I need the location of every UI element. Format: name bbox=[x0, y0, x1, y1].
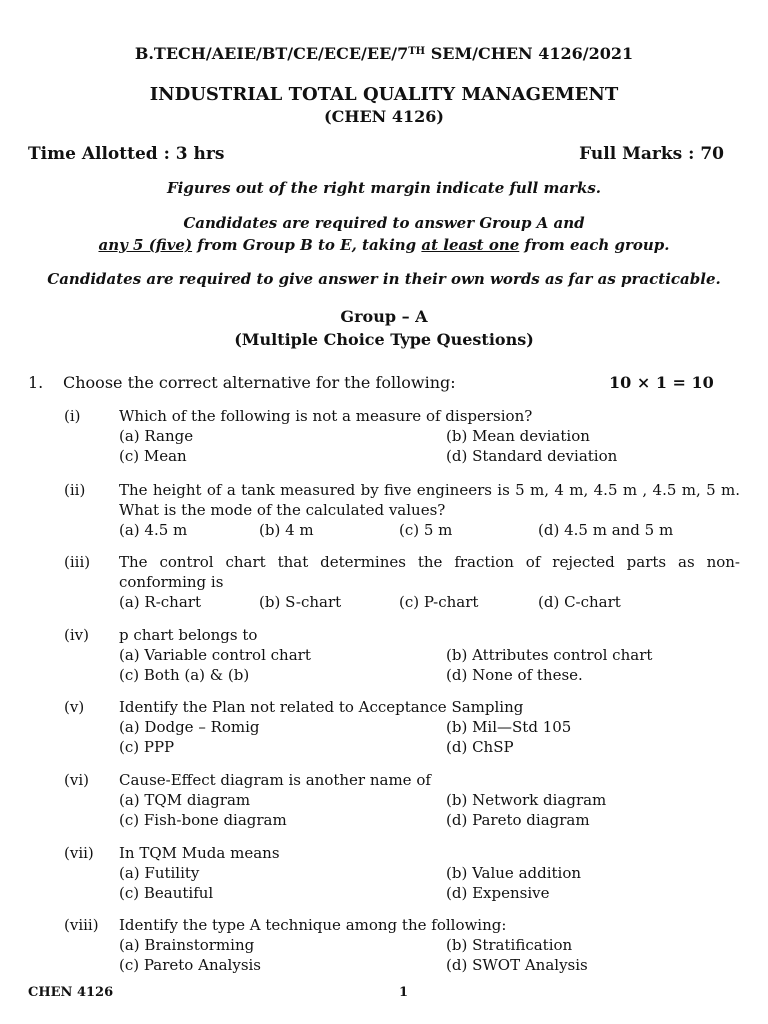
time-allotted: Time Allotted : 3 hrs bbox=[28, 144, 225, 164]
item-text: The height of a tank measured by five engineers is 5 m, 4 m, 4.5 m , 4.5 m, 5 m. bbox=[119, 481, 740, 499]
item-number: (iv) bbox=[64, 626, 89, 644]
option-c: (c) Mean bbox=[119, 447, 187, 465]
item-number: (v) bbox=[64, 698, 85, 716]
instruction-groups: any 5 (five) from Group B to E, taking at least one from each group. bbox=[98, 236, 670, 254]
option-b: (b) 4 m bbox=[259, 521, 314, 539]
instruction-own-words: Candidates are required to give answer in their own words as far as practicable. bbox=[47, 270, 721, 288]
option-c: (c) P-chart bbox=[399, 593, 479, 611]
option-d: (d) 4.5 m and 5 m bbox=[538, 521, 674, 539]
option-c: (c) Both (a) & (b) bbox=[119, 666, 250, 684]
item-number: (viii) bbox=[64, 916, 99, 934]
item-text: Cause-Effect diagram is another name of bbox=[119, 771, 431, 789]
group-subtitle: (Multiple Choice Type Questions) bbox=[234, 330, 534, 349]
option-a: (a) Variable control chart bbox=[119, 646, 311, 664]
option-b: (b) Stratification bbox=[446, 936, 573, 954]
item-number: (iii) bbox=[64, 553, 91, 571]
question-text: Choose the correct alternative for the following: bbox=[63, 373, 456, 392]
option-a: (a) Brainstorming bbox=[119, 936, 255, 954]
full-marks: Full Marks : 70 bbox=[579, 144, 724, 164]
subject-title: INDUSTRIAL TOTAL QUALITY MANAGEMENT bbox=[149, 84, 619, 105]
option-a: (a) R-chart bbox=[119, 593, 201, 611]
option-d: (d) C-chart bbox=[538, 593, 621, 611]
footer-code: CHEN 4126 bbox=[28, 985, 114, 1000]
item-text: Identify the Plan not related to Acceptance Sampling bbox=[119, 698, 524, 716]
option-b: (b) Attributes control chart bbox=[446, 646, 653, 664]
item-text: p chart belongs to bbox=[119, 626, 258, 644]
course-line: B.TECH/AEIE/BT/CE/ECE/EE/7TH SEM/CHEN 4126/2021 bbox=[134, 44, 634, 63]
option-d: (d) ChSP bbox=[446, 738, 514, 756]
question-number: 1. bbox=[28, 373, 44, 392]
item-text: In TQM Muda means bbox=[119, 844, 280, 862]
question-marks: 10 × 1 = 10 bbox=[609, 373, 714, 392]
instruction-marks: Figures out of the right margin indicate full marks. bbox=[166, 179, 602, 197]
option-b: (b) Mean deviation bbox=[446, 427, 590, 445]
option-c: (c) Beautiful bbox=[119, 884, 214, 902]
option-c: (c) PPP bbox=[119, 738, 175, 756]
option-c: (c) 5 m bbox=[399, 521, 453, 539]
option-d: (d) Pareto diagram bbox=[446, 811, 590, 829]
option-b: (b) Network diagram bbox=[446, 791, 607, 809]
option-d: (d) SWOT Analysis bbox=[446, 956, 588, 974]
option-a: (a) 4.5 m bbox=[119, 521, 188, 539]
item-number: (vii) bbox=[64, 844, 94, 862]
option-b: (b) S-chart bbox=[259, 593, 342, 611]
option-a: (a) Range bbox=[119, 427, 194, 445]
item-number: (i) bbox=[64, 407, 81, 425]
item-number: (vi) bbox=[64, 771, 89, 789]
option-b: (b) Value addition bbox=[446, 864, 582, 882]
instruction-answer: Candidates are required to answer Group A and bbox=[183, 214, 585, 232]
option-a: (a) TQM diagram bbox=[119, 791, 251, 809]
item-text: conforming is bbox=[119, 573, 224, 591]
item-text: What is the mode of the calculated values? bbox=[119, 501, 446, 519]
item-text: Which of the following is not a measure of dispersion? bbox=[119, 407, 533, 425]
option-a: (a) Dodge – Romig bbox=[119, 718, 260, 736]
item-text: Identify the type A technique among the following: bbox=[119, 916, 507, 934]
item-text: The control chart that determines the fraction of rejected parts as non- bbox=[119, 553, 740, 571]
page-number: 1 bbox=[399, 985, 409, 1000]
option-a: (a) Futility bbox=[119, 864, 200, 882]
option-c: (c) Pareto Analysis bbox=[119, 956, 262, 974]
option-c: (c) Fish-bone diagram bbox=[119, 811, 287, 829]
option-d: (d) None of these. bbox=[446, 666, 583, 684]
option-b: (b) Mil—Std 105 bbox=[446, 718, 572, 736]
group-title: Group – A bbox=[340, 307, 428, 326]
option-d: (d) Expensive bbox=[446, 884, 550, 902]
subject-code: (CHEN 4126) bbox=[324, 107, 444, 126]
item-number: (ii) bbox=[64, 481, 86, 499]
option-d: (d) Standard deviation bbox=[446, 447, 618, 465]
